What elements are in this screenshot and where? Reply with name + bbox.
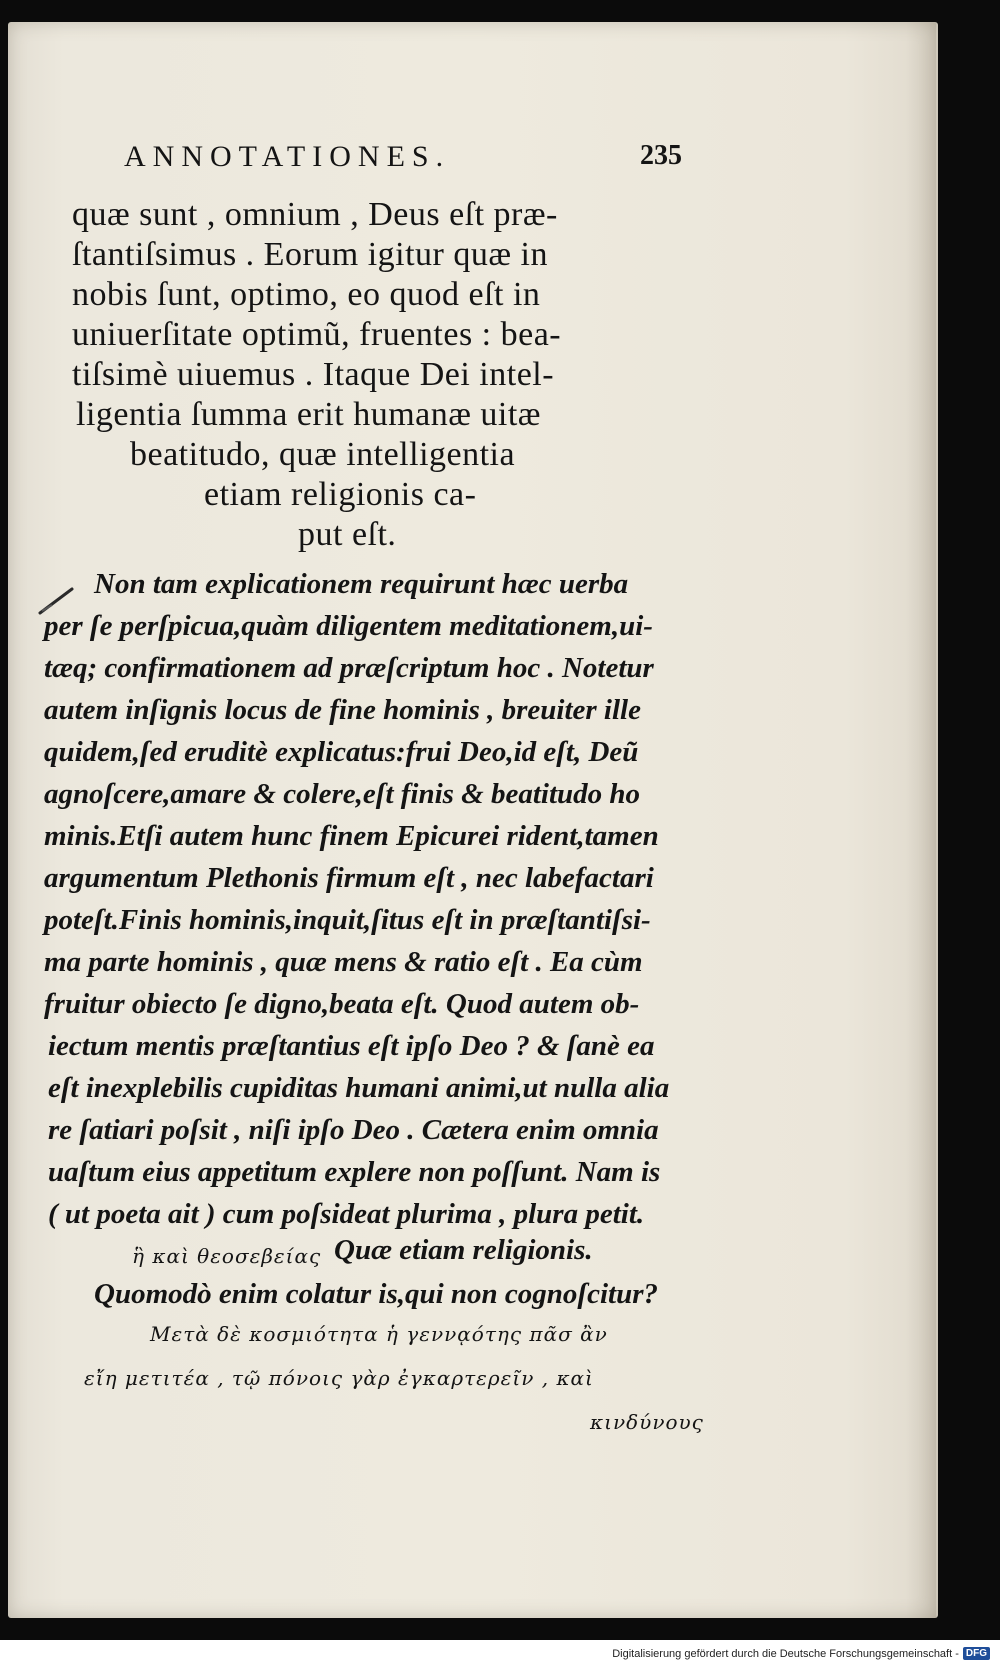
commentary-line: eſt inexplebilis cupiditas humani animi,ut nulla alia [48,1072,670,1104]
commentary-line: quidem,ſed eruditè explicatus:frui Deo,id eſt, Deũ [44,736,639,768]
dfg-logo: DFG [963,1647,990,1660]
commentary-line: autem inſignis locus de fine hominis , breuiter ille [44,694,641,726]
commentary-line: Non tam explicationem requirunt hæc uerba [94,568,629,600]
verse-line: ligentia ſumma erit humanæ uitæ [76,396,541,433]
greek-catchword: κινδύνους [590,1410,704,1434]
commentary-line: ( ut poeta ait ) cum poſsideat plurima , plura petit. [48,1198,645,1230]
digitization-credit [612,1647,990,1660]
credit-text: Digitalisierung gefördert durch die Deutsche Forschungsgemeinschaft - [612,1647,959,1660]
verse-line: ſtantiſsimus . Eorum igitur quæ in [72,236,548,273]
verse-line: put eſt. [298,516,397,553]
verse-line: tiſsimè uiuemus . Itaque Dei intel- [72,356,555,393]
commentary-line: minis.Etſi autem hunc finem Epicurei rident,tamen [44,820,659,852]
greek-lemma: ἣ καὶ θεοσεβείας [132,1244,322,1268]
verse-line: quæ sunt , omnium , Deus eſt præ- [72,196,558,233]
commentary-line: per ſe perſpicua,quàm diligentem meditationem,ui- [44,610,653,642]
commentary-line: agnoſcere,amare & colere,eſt finis & beatitudo ho [44,778,641,810]
verse-line: beatitudo, quæ intelligentia [130,436,516,473]
verse-line: nobis ſunt, optimo, eo quod eſt in [72,276,541,313]
commentary-line: tæq; confirmationem ad præſcriptum hoc . Notetur [44,652,654,684]
verse-line: etiam religionis ca- [204,476,477,513]
latin-lemma: Quæ etiam religionis. [334,1234,593,1266]
commentary-line: poteſt.Finis hominis,inquit,ſitus eſt in præſtantiſsi- [44,904,651,936]
greek-line: Μετὰ δὲ κοσμιότητα ἡ γεννᾳότης πᾶσ ἂν [150,1322,608,1346]
commentary-line: ma parte hominis , quæ mens & ratio eſt . Ea cùm [44,946,643,978]
page-edge-shadow [906,22,936,1618]
running-title: ANNOTATIONES. [124,140,451,173]
greek-line: εἴη μετιτέα , τῷ πόνοις γὰρ ἐγκαρτερεῖν , καὶ [84,1366,594,1390]
commentary-line: iectum mentis præſtantius eſt ipſo Deo ? & ſanè ea [48,1030,655,1062]
commentary-line: argumentum Plethonis firmum eſt , nec labefactari [44,862,654,894]
commentary-line: re ſatiari poſsit , niſi ipſo Deo . Cætera enim omnia [48,1114,659,1146]
question-line: Quomodò enim colatur is,qui non cognoſcitur? [94,1278,658,1310]
page-number: 235 [640,140,682,171]
commentary-line: fruitur obiecto ſe digno,beata eſt. Quod autem ob- [44,988,640,1020]
verse-line: uniuerſitate optimũ, fruentes : bea- [72,316,562,353]
commentary-line: uaſtum eius appetitum explere non poſſunt. Nam is [48,1156,661,1188]
